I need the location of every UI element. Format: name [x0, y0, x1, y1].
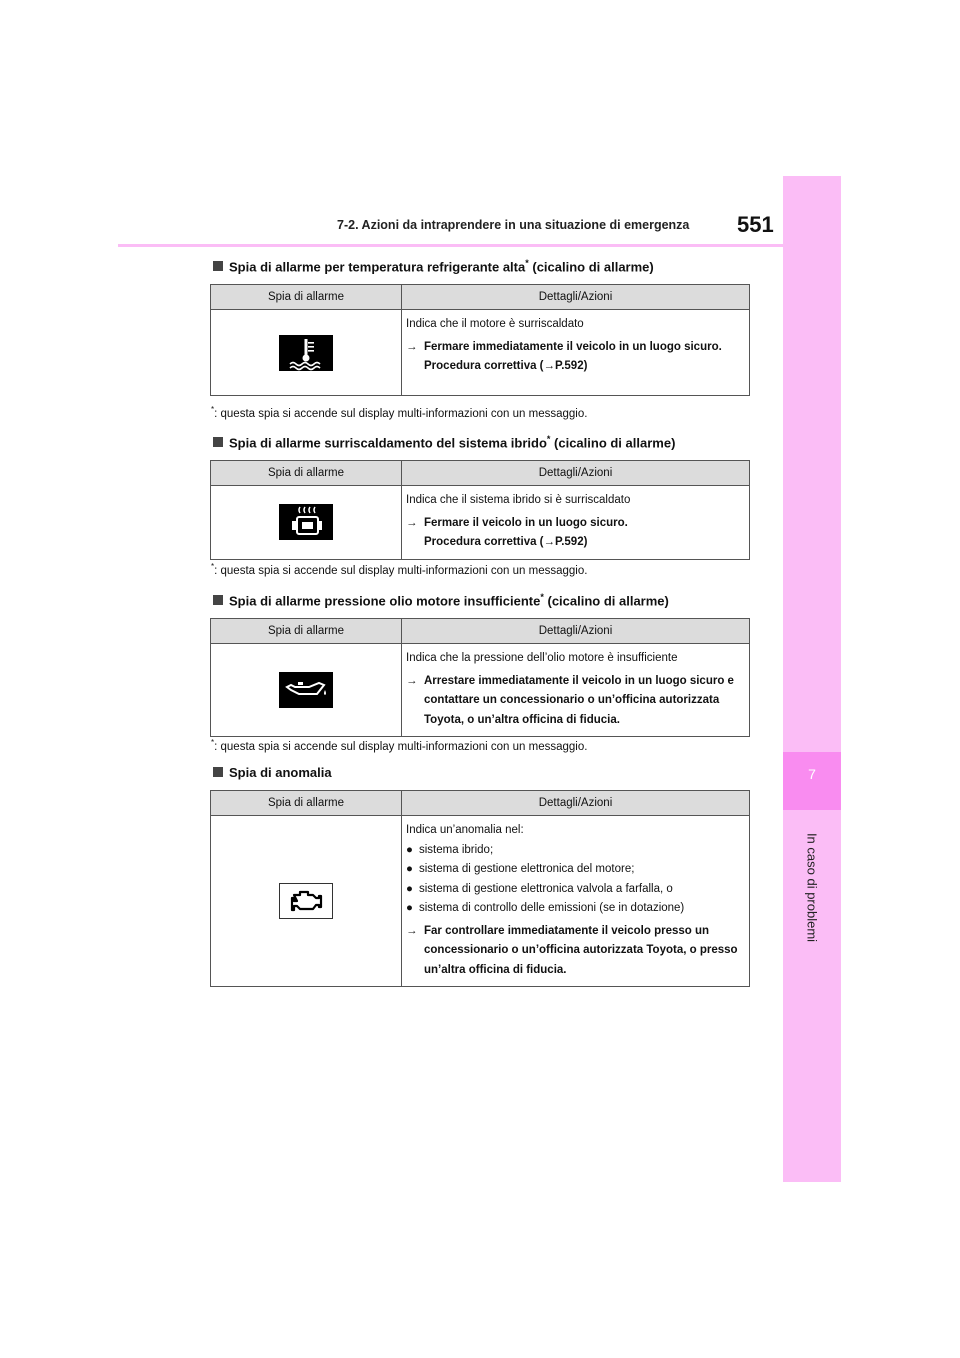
bullet-item: ● sistema di controllo delle emissioni (se in dotazione)	[406, 902, 685, 914]
footnote: *: questa spia si accende sul display multi-informazioni con un messaggio.	[211, 562, 588, 577]
action: → Arrestare immediatamente il veicolo in un luogo sicuro e contattare un concessionario o un’officina autorizzata Toyota, o un’altra officina di fiducia.	[406, 674, 734, 726]
heading-oil-pressure: Spia di allarme pressione olio motore insufficiente* (cicalino di allarme)	[213, 592, 669, 608]
footnote: *: questa spia si accende sul display multi-informazioni con un messaggio.	[211, 405, 588, 420]
heading-malfunction: Spia di anomalia	[213, 765, 332, 780]
col-header-light: Spia di allarme	[211, 285, 402, 310]
bullet-item: ● sistema ibrido;	[406, 843, 494, 856]
col-header-details: Dettagli/Azioni	[402, 461, 750, 486]
description: Indica che la pressione dell’olio motore è insufficiente	[406, 652, 678, 664]
col-header-details: Dettagli/Azioni	[402, 791, 750, 816]
footnote: *: questa spia si accende sul display multi-informazioni con un messaggio.	[211, 738, 588, 753]
chapter-number: 7	[808, 766, 816, 782]
action: → Fermare il veicolo in un luogo sicuro. Procedura correttiva (→P.592)	[406, 516, 628, 548]
table-malfunction	[210, 790, 750, 987]
chapter-label: In caso di problemi	[804, 832, 820, 943]
page-number: 551	[737, 212, 774, 237]
section-title: 7-2. Azioni da intraprendere in una situazione di emergenza	[337, 218, 690, 232]
col-header-details: Dettagli/Azioni	[402, 619, 750, 644]
col-header-light: Spia di allarme	[211, 791, 402, 816]
table-hybrid-overheat	[210, 460, 750, 560]
bullet-item: ● sistema di gestione elettronica del motore;	[406, 863, 635, 875]
action: → Far controllare immediatamente il veicolo presso un concessionario o un’officina autorizzata Toyota, o presso un’altra officina di fiducia.	[406, 924, 738, 976]
check-engine-icon	[279, 883, 333, 919]
description: Indica che il motore è surriscaldato	[406, 318, 584, 330]
col-header-light: Spia di allarme	[211, 619, 402, 644]
description: Indica un’anomalia nel:	[406, 824, 524, 836]
coolant-temperature-icon	[279, 335, 333, 371]
heading-hybrid-overheat: Spia di allarme surriscaldamento del sistema ibrido* (cicalino di allarme)	[213, 434, 675, 450]
header-divider	[118, 244, 783, 247]
col-header-details: Dettagli/Azioni	[402, 285, 750, 310]
hybrid-system-overheat-icon	[279, 504, 333, 540]
heading-coolant-temperature: Spia di allarme per temperatura refrigerante alta* (cicalino di allarme)	[213, 258, 654, 274]
action: → Fermare immediatamente il veicolo in un luogo sicuro. Procedura correttiva (→P.592)	[406, 340, 722, 372]
bullet-item: ● sistema di gestione elettronica valvola a farfalla, o	[406, 882, 673, 895]
description: Indica che il sistema ibrido si è surriscaldato	[406, 494, 631, 506]
col-header-light: Spia di allarme	[211, 461, 402, 486]
table-coolant-temperature	[210, 284, 750, 396]
chapter-side-tab	[783, 176, 841, 1182]
oil-pressure-icon	[279, 672, 333, 708]
table-oil-pressure	[210, 618, 750, 737]
